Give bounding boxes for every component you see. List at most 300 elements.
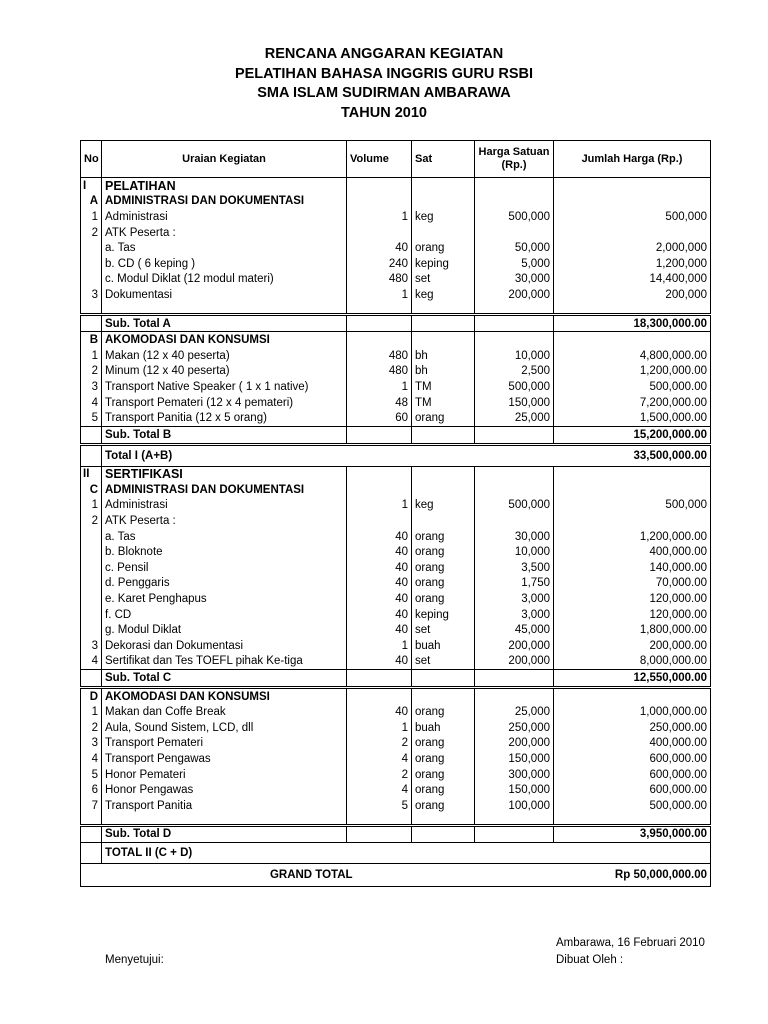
row-volume: 40 [347, 654, 412, 670]
total-label: TOTAL II (C + D) [102, 843, 347, 864]
row-volume: 1 [347, 638, 412, 654]
row-number: 6 [81, 782, 102, 798]
row-unit: orang [412, 704, 475, 720]
subsection-label: AKOMODASI DAN KONSUMSI [102, 332, 347, 348]
row-unit: buah [412, 720, 475, 736]
subtotal-value: 12,550,000.00 [554, 670, 711, 688]
row-description: Dokumentasi [102, 287, 347, 303]
row-unit-price: 500,000 [475, 379, 554, 395]
title-line-2: PELATIHAN BAHASA INGGRIS GURU RSBI [234, 65, 534, 82]
row-number: 2 [81, 225, 102, 241]
table-row [81, 395, 711, 411]
row-volume: 40 [347, 704, 412, 720]
empty-cell [347, 687, 412, 704]
made-by-label: Dibuat Oleh : [556, 954, 624, 966]
row-unit-price: 3,500 [475, 560, 554, 576]
empty-cell [412, 194, 475, 210]
table-row [81, 348, 711, 364]
row-total-price: 500,000.00 [554, 798, 711, 814]
row-volume: 2 [347, 767, 412, 783]
empty-cell [81, 303, 102, 315]
empty-cell [347, 466, 412, 482]
row-unit-price: 25,000 [475, 704, 554, 720]
row-description: Transport Pengawas [102, 751, 347, 767]
empty-cell [347, 332, 412, 348]
row-number: 4 [81, 654, 102, 670]
subtotal-value: 15,200,000.00 [554, 426, 711, 444]
row-volume: 1 [347, 379, 412, 395]
row-number: 4 [81, 395, 102, 411]
table-row [81, 544, 711, 560]
table-row [81, 410, 711, 426]
table-header-row [81, 141, 711, 178]
empty-cell [554, 178, 711, 194]
row-unit-price: 3,000 [475, 607, 554, 623]
row-description: Administrasi [102, 498, 347, 514]
row-volume: 480 [347, 348, 412, 364]
section-number: II [81, 466, 102, 482]
table-row [81, 256, 711, 272]
row-unit-price: 10,000 [475, 348, 554, 364]
empty-cell [554, 814, 711, 826]
row-unit: keg [412, 287, 475, 303]
grand-total-value: Rp 50,000,000.00 [475, 864, 711, 887]
row-unit: set [412, 622, 475, 638]
row-unit: orang [412, 736, 475, 752]
header-volume: Volume [347, 141, 412, 178]
row-number: 1 [81, 348, 102, 364]
table-row [81, 364, 711, 380]
row-total-price: 1,200,000.00 [554, 364, 711, 380]
document-title [0, 45, 768, 123]
row-total-price: 70,000.00 [554, 576, 711, 592]
empty-cell [412, 303, 475, 315]
budget-table [80, 140, 711, 887]
table-row [81, 736, 711, 752]
subsection-letter: D [81, 687, 102, 704]
empty-cell [412, 687, 475, 704]
row-volume: 2 [347, 736, 412, 752]
empty-cell [475, 178, 554, 194]
empty-cell [475, 332, 554, 348]
row-unit-price: 30,000 [475, 529, 554, 545]
row-unit-price: 200,000 [475, 654, 554, 670]
row-unit: orang [412, 576, 475, 592]
table-row [81, 622, 711, 638]
spacer-row [81, 814, 711, 826]
row-description: Minum (12 x 40 peserta) [102, 364, 347, 380]
row-unit: keg [412, 498, 475, 514]
table-row [81, 240, 711, 256]
row-description: Honor Pemateri [102, 767, 347, 783]
row-total-price: 14,400,000 [554, 272, 711, 288]
empty-cell [81, 670, 102, 688]
row-volume: 1 [347, 498, 412, 514]
row-total-price: 500,000.00 [554, 379, 711, 395]
title-line-4: TAHUN 2010 [341, 104, 427, 121]
row-description: a. Tas [102, 240, 347, 256]
table-row [81, 704, 711, 720]
row-volume: 480 [347, 364, 412, 380]
empty-cell [475, 687, 554, 704]
table-row [81, 225, 711, 241]
row-number: 2 [81, 720, 102, 736]
row-unit: orang [412, 751, 475, 767]
total-value: 33,500,000.00 [554, 444, 711, 466]
empty-cell [475, 466, 554, 482]
row-total-price: 4,800,000.00 [554, 348, 711, 364]
empty-cell [412, 814, 475, 826]
row-total-price: 400,000.00 [554, 736, 711, 752]
row-volume: 4 [347, 782, 412, 798]
empty-cell [347, 178, 412, 194]
table-row [81, 638, 711, 654]
section-number: I [81, 178, 102, 194]
row-unit-price: 150,000 [475, 751, 554, 767]
row-unit [412, 513, 475, 529]
empty-cell [412, 426, 475, 444]
row-number [81, 591, 102, 607]
row-description: e. Karet Penghapus [102, 591, 347, 607]
empty-cell [412, 843, 475, 864]
row-unit-price: 45,000 [475, 622, 554, 638]
empty-cell [412, 178, 475, 194]
empty-cell [554, 332, 711, 348]
row-total-price [554, 513, 711, 529]
row-unit-price [475, 513, 554, 529]
row-unit-price: 50,000 [475, 240, 554, 256]
subtotal-value: 18,300,000.00 [554, 314, 711, 332]
row-number: 5 [81, 410, 102, 426]
empty-cell [475, 194, 554, 210]
empty-cell [102, 303, 347, 315]
row-unit: TM [412, 379, 475, 395]
table-row [81, 751, 711, 767]
row-number: 3 [81, 736, 102, 752]
row-description: Transport Native Speaker ( 1 x 1 native) [102, 379, 347, 395]
row-description: b. CD ( 6 keping ) [102, 256, 347, 272]
row-description: Transport Panitia [102, 798, 347, 814]
row-unit: orang [412, 591, 475, 607]
row-volume: 60 [347, 410, 412, 426]
row-unit: keping [412, 256, 475, 272]
empty-cell [81, 426, 102, 444]
empty-cell [81, 444, 102, 466]
row-volume [347, 513, 412, 529]
row-unit: orang [412, 410, 475, 426]
row-unit-price: 1,750 [475, 576, 554, 592]
subsection-letter: C [81, 482, 102, 498]
row-unit: orang [412, 240, 475, 256]
row-volume: 40 [347, 576, 412, 592]
empty-cell [412, 825, 475, 843]
subtotal-label: Sub. Total C [102, 670, 347, 688]
row-number: 2 [81, 364, 102, 380]
row-description: Sertifikat dan Tes TOEFL pihak Ke-tiga [102, 654, 347, 670]
spacer-row [81, 303, 711, 315]
empty-cell [347, 444, 412, 466]
row-unit-price: 150,000 [475, 782, 554, 798]
row-number: 3 [81, 287, 102, 303]
row-number: 1 [81, 498, 102, 514]
section-label: SERTIFIKASI [102, 466, 347, 482]
empty-cell [102, 814, 347, 826]
subtotal-label: Sub. Total A [102, 314, 347, 332]
table-row [81, 498, 711, 514]
empty-cell [347, 814, 412, 826]
row-volume: 40 [347, 560, 412, 576]
row-number [81, 576, 102, 592]
row-description: Transport Pemateri [102, 736, 347, 752]
title-line-1: RENCANA ANGGARAN KEGIATAN [264, 46, 504, 62]
empty-cell [81, 825, 102, 843]
row-unit-price: 2,500 [475, 364, 554, 380]
row-number [81, 607, 102, 623]
section-header-row [81, 466, 711, 482]
section-label: PELATIHAN [102, 178, 347, 194]
empty-cell [554, 482, 711, 498]
header-harga: Harga Satuan (Rp.) [475, 141, 554, 178]
row-number [81, 240, 102, 256]
row-total-price: 120,000.00 [554, 591, 711, 607]
subsection-letter: B [81, 332, 102, 348]
row-number: 4 [81, 751, 102, 767]
row-unit: TM [412, 395, 475, 411]
row-volume: 40 [347, 607, 412, 623]
row-description: Dekorasi dan Dokumentasi [102, 638, 347, 654]
empty-cell [347, 482, 412, 498]
empty-cell [412, 314, 475, 332]
row-description: Makan dan Coffe Break [102, 704, 347, 720]
row-number: 7 [81, 798, 102, 814]
empty-cell [412, 444, 475, 466]
empty-cell [412, 482, 475, 498]
row-unit: bh [412, 364, 475, 380]
row-volume: 1 [347, 287, 412, 303]
header-jumlah: Jumlah Harga (Rp.) [554, 141, 711, 178]
row-volume: 40 [347, 240, 412, 256]
row-unit-price: 5,000 [475, 256, 554, 272]
empty-cell [475, 303, 554, 315]
empty-cell [475, 482, 554, 498]
table-row [81, 209, 711, 225]
row-number: 2 [81, 513, 102, 529]
row-description: Transport Pemateri (12 x 4 pemateri) [102, 395, 347, 411]
row-unit: orang [412, 782, 475, 798]
empty-cell [475, 426, 554, 444]
row-volume: 240 [347, 256, 412, 272]
grand-total-label: GRAND TOTAL [81, 864, 475, 887]
subsection-header-row [81, 687, 711, 704]
row-volume: 40 [347, 622, 412, 638]
row-unit: keping [412, 607, 475, 623]
row-total-price: 8,000,000.00 [554, 654, 711, 670]
row-volume: 480 [347, 272, 412, 288]
subtotal-label: Sub. Total D [102, 825, 347, 843]
table-row [81, 720, 711, 736]
row-unit-price: 200,000 [475, 736, 554, 752]
title-line-3: SMA ISLAM SUDIRMAN AMBARAWA [257, 85, 511, 101]
row-total-price: 250,000.00 [554, 720, 711, 736]
table-row [81, 513, 711, 529]
grand-total-row [81, 864, 711, 887]
row-unit: set [412, 272, 475, 288]
empty-cell [554, 687, 711, 704]
row-volume: 40 [347, 591, 412, 607]
row-volume: 48 [347, 395, 412, 411]
row-total-price: 600,000.00 [554, 751, 711, 767]
row-number: 1 [81, 704, 102, 720]
table-row [81, 272, 711, 288]
empty-cell [554, 194, 711, 210]
row-volume: 4 [347, 751, 412, 767]
row-unit-price: 100,000 [475, 798, 554, 814]
row-total-price: 1,000,000.00 [554, 704, 711, 720]
row-unit-price: 25,000 [475, 410, 554, 426]
row-number [81, 272, 102, 288]
row-total-price: 2,000,000 [554, 240, 711, 256]
empty-cell [347, 825, 412, 843]
total-row [81, 444, 711, 466]
row-volume: 1 [347, 209, 412, 225]
row-total-price: 7,200,000.00 [554, 395, 711, 411]
row-unit: orang [412, 529, 475, 545]
row-unit-price: 500,000 [475, 498, 554, 514]
row-unit [412, 225, 475, 241]
approved-label: Menyetujui: [105, 954, 164, 966]
row-total-price: 200,000 [554, 287, 711, 303]
empty-cell [347, 314, 412, 332]
empty-cell [475, 314, 554, 332]
row-description: Transport Panitia (12 x 5 orang) [102, 410, 347, 426]
empty-cell [475, 843, 554, 864]
subsection-label: AKOMODASI DAN KONSUMSI [102, 687, 347, 704]
row-total-price: 120,000.00 [554, 607, 711, 623]
header-no: No [81, 141, 102, 178]
row-description: Administrasi [102, 209, 347, 225]
row-number [81, 529, 102, 545]
empty-cell [347, 303, 412, 315]
row-volume: 40 [347, 529, 412, 545]
table-row [81, 798, 711, 814]
empty-cell [554, 303, 711, 315]
empty-cell [412, 332, 475, 348]
empty-cell [412, 466, 475, 482]
row-description: g. Modul Diklat [102, 622, 347, 638]
table-body [81, 178, 711, 887]
row-total-price: 500,000 [554, 209, 711, 225]
row-description: f. CD [102, 607, 347, 623]
row-description: b. Bloknote [102, 544, 347, 560]
row-number [81, 544, 102, 560]
empty-cell [81, 843, 102, 864]
empty-cell [347, 670, 412, 688]
row-total-price: 1,500,000.00 [554, 410, 711, 426]
row-volume: 40 [347, 544, 412, 560]
row-total-price: 600,000.00 [554, 782, 711, 798]
row-unit-price: 200,000 [475, 638, 554, 654]
row-unit: orang [412, 544, 475, 560]
total-label: Total I (A+B) [102, 444, 347, 466]
row-number: 3 [81, 638, 102, 654]
row-description: c. Pensil [102, 560, 347, 576]
row-description: a. Tas [102, 529, 347, 545]
subsection-label: ADMINISTRASI DAN DOKUMENTASI [102, 194, 347, 210]
row-number: 5 [81, 767, 102, 783]
row-total-price: 200,000.00 [554, 638, 711, 654]
header-uraian: Uraian Kegiatan [102, 141, 347, 178]
row-total-price: 1,200,000.00 [554, 529, 711, 545]
subtotal-row [81, 426, 711, 444]
subsection-label: ADMINISTRASI DAN DOKUMENTASI [102, 482, 347, 498]
subsection-letter: A [81, 194, 102, 210]
empty-cell [475, 670, 554, 688]
table-row [81, 560, 711, 576]
empty-cell [412, 670, 475, 688]
row-number: 3 [81, 379, 102, 395]
empty-cell [347, 426, 412, 444]
row-unit-price [475, 225, 554, 241]
table-row [81, 607, 711, 623]
table-row [81, 576, 711, 592]
table-row [81, 379, 711, 395]
section-header-row [81, 178, 711, 194]
subtotal-row [81, 314, 711, 332]
empty-cell [475, 444, 554, 466]
row-number [81, 560, 102, 576]
row-total-price: 1,200,000 [554, 256, 711, 272]
table-row [81, 591, 711, 607]
subtotal-value: 3,950,000.00 [554, 825, 711, 843]
row-total-price [554, 225, 711, 241]
subsection-header-row [81, 194, 711, 210]
empty-cell [81, 814, 102, 826]
row-total-price: 140,000.00 [554, 560, 711, 576]
row-description: ATK Peserta : [102, 225, 347, 241]
row-total-price: 600,000.00 [554, 767, 711, 783]
row-total-price: 1,800,000.00 [554, 622, 711, 638]
row-volume: 1 [347, 720, 412, 736]
table-row [81, 782, 711, 798]
row-unit-price: 300,000 [475, 767, 554, 783]
row-unit: orang [412, 560, 475, 576]
place-date: Ambarawa, 16 Februari 2010 [556, 937, 705, 949]
row-description: ATK Peserta : [102, 513, 347, 529]
row-description: c. Modul Diklat (12 modul materi) [102, 272, 347, 288]
row-total-price: 400,000.00 [554, 544, 711, 560]
empty-cell [554, 466, 711, 482]
row-unit: orang [412, 767, 475, 783]
table-row [81, 287, 711, 303]
row-description: d. Penggaris [102, 576, 347, 592]
subtotal-row [81, 670, 711, 688]
table-row [81, 654, 711, 670]
row-unit: orang [412, 798, 475, 814]
row-number: 1 [81, 209, 102, 225]
empty-cell [475, 825, 554, 843]
row-unit-price: 30,000 [475, 272, 554, 288]
row-total-price: 500,000 [554, 498, 711, 514]
row-unit-price: 150,000 [475, 395, 554, 411]
row-volume [347, 225, 412, 241]
total-value [554, 843, 711, 864]
subtotal-label: Sub. Total B [102, 426, 347, 444]
row-number [81, 622, 102, 638]
subsection-header-row [81, 332, 711, 348]
row-description: Aula, Sound Sistem, LCD, dll [102, 720, 347, 736]
row-unit: bh [412, 348, 475, 364]
total-row [81, 843, 711, 864]
